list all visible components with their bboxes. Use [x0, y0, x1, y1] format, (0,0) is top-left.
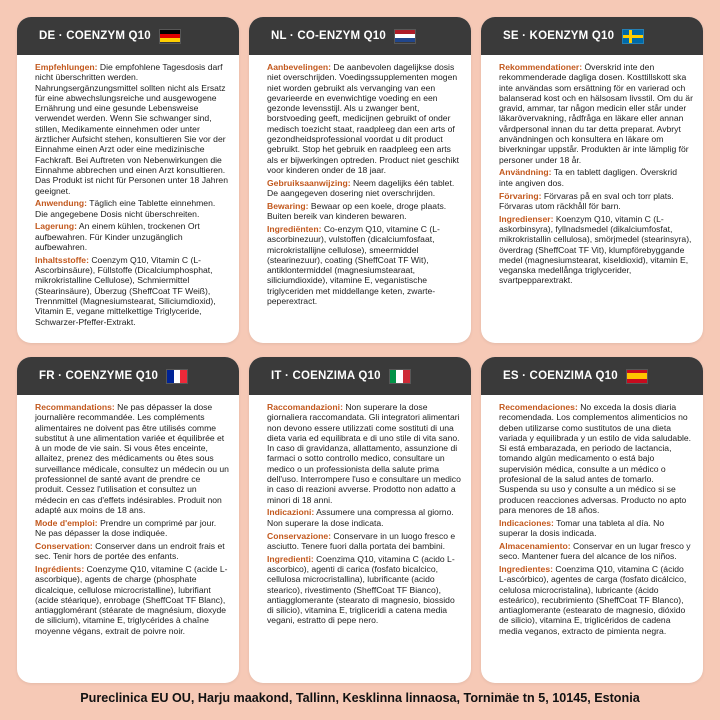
card-body: [249, 55, 471, 306]
france-flag-icon: [166, 369, 188, 384]
card-title: NL · CO-ENZYM Q10: [271, 30, 387, 42]
section-label: Ingredienti:: [267, 553, 314, 564]
section-text: Conservar en un lugar fresco y seco. Mantener fuera del alcance de los niños.: [499, 540, 691, 562]
storage-section: [267, 201, 461, 222]
card-header: [481, 357, 703, 395]
recommendations-section: [267, 402, 461, 505]
ingredients-section: [499, 564, 693, 636]
usage-section: [499, 518, 693, 539]
recommendations-section: [499, 62, 693, 165]
section-text: An einem kühlen, trockenen Ort aufbewahren. Für Kinder unzugänglich aufbewahren.: [35, 221, 200, 253]
section-label: Rekommendationer:: [499, 62, 583, 72]
section-label: Ingredientes:: [499, 563, 553, 574]
card-body: [17, 55, 239, 327]
section-text: Conserver dans un endroit frais et sec. Tenir hors de portée des enfants.: [35, 540, 225, 562]
section-label: Indicaciones:: [499, 517, 554, 528]
section-text: Ta en tablett dagligen. Överskrid inte angiven dos.: [499, 167, 677, 188]
usage-section: [267, 178, 461, 199]
section-text: Prendre un comprimé par jour. Ne pas dépasser la dose indiquée.: [35, 517, 217, 539]
storage-section: [35, 221, 229, 252]
card-header: [249, 357, 471, 395]
card-body: [481, 55, 703, 286]
section-text: Non superare la dose giornaliera raccomandata. Gli integratori alimentari non devono essere utilizzati come sostituti di una dieta varia ed equilibrata e di uno stile di vita sano. In caso di gravidanza, allattamento, assunzione di farmaci o sotto controllo medico, consultare un medico o un professionista della salute prima dell'uso. Interrompere l'uso e consultare un medico in caso di reazioni avverse. Prodotto non adatto a minori di 18 anni.: [267, 402, 461, 505]
spain-flag-icon: [626, 369, 648, 384]
card-body: [249, 395, 471, 626]
storage-section: [499, 541, 693, 562]
card-de: [17, 17, 239, 343]
ingredients-section: [267, 224, 461, 306]
recommendations-section: [499, 402, 693, 515]
section-text: Koenzym Q10, vitamin C (L-askorbinsyra), fyllnadsmedel (dikalciumfosfat, mikrokristallin cellulosa), smörjmedel (stearinsyra), överdrag (SheffCoat TF Vit), klumpförebyggande medel (magnesiumstearat, kiseldioxid), vitamin E, veganska medellånga triglycerider, svartpepparextrakt.: [499, 213, 692, 286]
card-title: FR · COENZYME Q10: [39, 370, 159, 382]
section-text: Coenzym Q10, Vitamin C (L-Ascorbinsäure), Füllstoffe (Dicalciumphosphat, mikrokristalline Cellulose), Schmiermittel (Stearinsäure), Überzug (SheffCoat TF Weiß), Trennmittel (Magnesiumstearat, Siliciumdioxid), Vitamin E, vegane mittelkettige Triglyceride, Schwarzer-Pfeffer-Extrakt.: [35, 254, 216, 327]
card-body: [17, 395, 239, 636]
ingredients-section: [499, 214, 693, 286]
section-text: Tomar una tableta al día. No superar la dosis indicada.: [499, 517, 665, 539]
usage-section: [267, 507, 461, 528]
section-label: Anwendung:: [35, 198, 88, 209]
section-text: Neem dagelijks één tablet. De aangegeven dosering niet overschrijden.: [267, 177, 455, 199]
section-label: Raccomandazioni:: [267, 402, 343, 412]
card-header: [249, 17, 471, 55]
card-header: [481, 17, 703, 55]
section-label: Mode d'emploi:: [35, 517, 98, 528]
card-title: SE · KOENZYM Q10: [503, 30, 615, 42]
section-label: Ingrediënten:: [267, 223, 322, 234]
recommendations-section: [35, 62, 229, 196]
section-label: Aanbevelingen:: [267, 62, 331, 72]
card-title: DE · COENZYM Q10: [39, 30, 151, 42]
section-text: Coenzyme Q10, vitamine C (acide L-ascorbique), agents de charge (phosphate dicalcique, cellulose microcristalline), lubrifiant (acide stéarique), enrobage (SheffCoat TF Blanc), antiagglomérant (stéarate de magnésium, dioxyde de silicium), vitamine E, triglycérides à chaîne moyenne végans, extrait de poivre noir.: [35, 563, 228, 636]
ingredients-section: [267, 554, 461, 626]
card-es: [481, 357, 703, 683]
storage-section: [267, 531, 461, 552]
section-text: Förvaras på en sval och torr plats. Förvaras utom räckhåll för barn.: [499, 190, 674, 211]
section-label: Indicazioni:: [267, 507, 315, 518]
card-it: [249, 357, 471, 683]
section-label: Recommandations:: [35, 402, 115, 412]
section-text: Överskrid inte den rekommenderade dagliga dosen. Kosttillskott ska inte användas som ersättning för en varierad och balanserad kost och en hälsosam livsstil. Om du är gravid, ammar, tar någon medicin eller står under läkarövervakning, rådfråga en läkare eller annan vårdpersonal innan du tar detta preparat. Avbryt användningen och konsultera en läkare om biverkningar uppstår. Produkten är inte lämplig för personer under 18 år.: [499, 62, 693, 165]
section-text: Conservare in un luogo fresco e asciutto. Tenere fuori dalla portata dei bambini.: [267, 530, 456, 551]
section-text: Täglich eine Tablette einnehmen. Die angegebene Dosis nicht überschreiten.: [35, 198, 216, 219]
card-title: IT · COENZIMA Q10: [271, 370, 381, 382]
section-text: Ne pas dépasser la dose journalière recommandée. Les compléments alimentaires ne doivent pas être utilisés comme substitut à une alimentation variée et équilibrée et à un mode de vie sain. Si vous êtes enceinte, allaitez, prenez des médicaments ou êtes sous surveillance médicale, consultez un médecin ou un professionnel de santé avant de prendre ce produit. Cessez l'utilisation et consultez un médecin en cas d'effets indésirables. Produit non adapté aux moins de 18 ans.: [35, 402, 229, 515]
germany-flag-icon: [159, 29, 181, 44]
storage-section: [499, 191, 693, 212]
card-body: [481, 395, 703, 636]
storage-section: [35, 541, 229, 562]
section-text: Bewaar op een koele, droge plaats. Buiten bereik van kinderen bewaren.: [267, 200, 447, 222]
company-address: Pureclinica EU OU, Harju maakond, Tallinn, Kesklinna linnaosa, Tornimäe tn 5, 10145, Estonia: [80, 691, 640, 705]
italy-flag-icon: [389, 369, 411, 384]
section-label: Förvaring:: [499, 190, 542, 201]
section-label: Inhaltsstoffe:: [35, 254, 89, 265]
netherlands-flag-icon: [394, 29, 416, 44]
sweden-flag-icon: [622, 29, 644, 44]
section-label: Bewaring:: [267, 200, 309, 211]
section-label: Ingredienser:: [499, 213, 554, 224]
recommendations-section: [35, 402, 229, 515]
section-text: Assumere una compressa al giorno. Non superare la dose indicata.: [267, 507, 454, 528]
card-title: ES · COENZIMA Q10: [503, 370, 618, 382]
ingredients-section: [35, 255, 229, 327]
section-text: Co-enzym Q10, vitamine C (L-ascorbinezuur), vulstoffen (dicalciumfosfaat, microkristallijne cellulose), smeermiddel (stearinezuur), coating (SheffCoat TF Wit), antiklontermiddel (magnesiumstearaat, siliciumdioxide), vitamine E, veganistische triglyceriden met middellange keten, zwarte-peperextract.: [267, 223, 440, 307]
section-label: Conservation:: [35, 540, 93, 551]
section-label: Användning:: [499, 167, 552, 178]
section-label: Conservazione:: [267, 530, 331, 541]
card-fr: [17, 357, 239, 683]
usage-section: [35, 518, 229, 539]
section-label: Lagerung:: [35, 221, 78, 232]
section-label: Recomendaciones:: [499, 402, 578, 412]
section-text: No exceda la dosis diaria recomendada. Los complementos alimenticios no deben utilizarse como sustitutos de una dieta variada y equilibrada y un estilo de vida saludable. Si está embarazada, en periodo de lactancia, tomando algún medicamento o está bajo supervisión médica, consulte a un médico o profesional de la salud antes de tomarlo. Suspenda su uso y consulte a un médico si se producen reacciones adversas. Producto no apto para menores de 18 años.: [499, 402, 692, 515]
ingredients-section: [35, 564, 229, 636]
section-text: De aanbevolen dagelijkse dosis niet overschrijden. Voedingssupplementen mogen niet worden gebruikt als vervanging van een gevarieerde en evenwichtige voeding en een gezonde levensstijl. Als u zwanger bent, borstvoeding geeft, medicijnen gebruikt of onder medisch toezicht staat, raadpleeg dan een arts of gezondheidsprofessional voordat u dit product gebruikt. Stop het gebruik en raadpleeg een arts als er bijwerkingen optreden. Product niet geschikt voor kinderen onder de 18 jaar.: [267, 62, 460, 175]
card-header: [17, 357, 239, 395]
recommendations-section: [267, 62, 461, 175]
card-se: [481, 17, 703, 343]
section-text: Coenzima Q10, vitamina C (acido L-ascorbico), agenti di carica (fosfato bicalcico, cellulosa microcristallina), lubrificante (acido stearico), rivestimento (SheffCoat TF Bianco), antiagglomerante (stearato di magnesio, biossido di silicio), vitamina E, trigliceridi a catena media vegani, estratto di pepe nero.: [267, 553, 455, 626]
section-label: Almacenamiento:: [499, 540, 571, 551]
card-header: [17, 17, 239, 55]
section-label: Ingrédients:: [35, 563, 85, 574]
section-text: Die empfohlene Tagesdosis darf nicht überschritten werden. Nahrungsergänzungsmittel sollten nicht als Ersatz für eine abwechslungsreiche und ausgewogene Ernährung und eine gesunde Lebensweise verwendet werden. Wenn Sie schwanger sind, stillen, Medikamente einnehmen oder unter ärztlicher Aufsicht stehen, konsultieren Sie vor der Einnahme einen Arzt oder eine medizinische Fachkraft. Bei Auftreten von Nebenwirkungen die Einnahme abbrechen und einen Arzt konsultieren. Das Produkt ist nicht für Personen unter 18 Jahren geeignet.: [35, 62, 228, 196]
card-nl: [249, 17, 471, 343]
usage-section: [499, 167, 693, 188]
section-text: Coenzima Q10, vitamina C (ácido L-ascórbico), agentes de carga (fosfato dicálcico, celulosa microcristalina), lubricante (ácido esteárico), recubrimiento (SheffCoat TF Blanco), antiaglomerante (estearato de magnesio, dióxido de silicio), vitamina E, triglicéridos de cadena media veganos, extracto de pimienta negra.: [499, 563, 687, 636]
usage-section: [35, 198, 229, 219]
section-label: Gebruiksaanwijzing:: [267, 177, 351, 188]
section-label: Empfehlungen:: [35, 62, 98, 72]
